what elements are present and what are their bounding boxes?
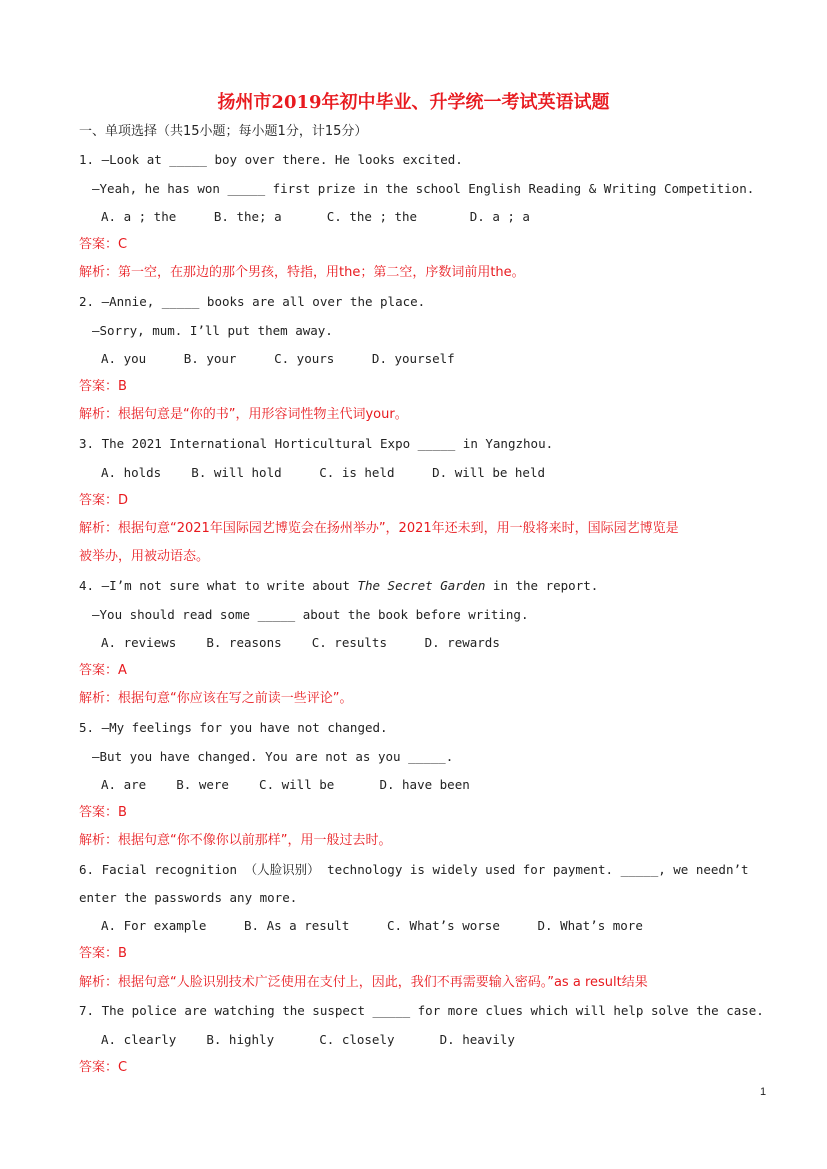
q5-answer: 答案：B xyxy=(79,805,127,820)
q5-options: A. are B. were C. will be D. have been xyxy=(101,777,470,792)
book-title: The Secret Garden xyxy=(357,578,486,593)
page-title: 扬州市2019年初中毕业、升学统一考试英语试题 xyxy=(217,92,610,113)
q5-stem: 5. —My feelings for you have not changed. xyxy=(79,720,388,735)
q2-analysis: 解析：根据句意是“你的书”，用形容词性物主代词your。 xyxy=(79,407,408,422)
q6-answer: 答案：B xyxy=(79,946,127,961)
q4-options: A. reviews B. reasons C. results D. rewards xyxy=(101,635,500,650)
page-number: 1 xyxy=(760,1086,767,1098)
q1-response: —Yeah, he has won _____ first prize in the school English Reading & Writing Competition. xyxy=(92,181,755,196)
q2-response: —Sorry, mum. I’ll put them away. xyxy=(92,323,333,338)
q4-answer: 答案：A xyxy=(79,663,127,678)
q6-stem-line1: 6. Facial recognition （人脸识别） technology is widely used for payment. _____, we needn’t xyxy=(79,862,749,877)
q3-analysis-line2: 被举办，用被动语态。 xyxy=(79,549,210,564)
q6-options: A. For example B. As a result C. What’s worse D. What’s more xyxy=(101,918,643,933)
q6-stem-line2: enter the passwords any more. xyxy=(79,890,298,905)
q7-options: A. clearly B. highly C. closely D. heavily xyxy=(101,1032,515,1047)
q2-options: A. you B. your C. yours D. yourself xyxy=(101,351,455,366)
q4-analysis: 解析：根据句意“你应该在写之前读一些评论”。 xyxy=(79,691,353,706)
q2-stem: 2. —Annie, _____ books are all over the place. xyxy=(79,294,426,309)
q7-stem: 7. The police are watching the suspect _____ for more clues which will help solve the case. xyxy=(79,1003,764,1018)
q5-analysis: 解析：根据句意“你不像你以前那样”，用一般过去时。 xyxy=(79,833,392,848)
q1-options: A. a ; the B. the; a C. the ; the D. a ; a xyxy=(101,209,530,224)
q5-response: —But you have changed. You are not as you _____. xyxy=(92,749,454,764)
q3-analysis-line1: 解析：根据句意“2021年国际园艺博览会在扬州举办”，2021年还未到，用一般将来时，国际园艺博览是 xyxy=(79,521,679,536)
q6-analysis: 解析：根据句意“人脸识别技术广泛使用在支付上，因此，我们不再需要输入密码。”as a result结果 xyxy=(79,975,648,990)
q3-options: A. holds B. will hold C. is held D. will be held xyxy=(101,465,546,480)
section-heading: 一、单项选择（共15小题；每小题1分，计15分） xyxy=(79,124,368,139)
q3-answer: 答案：D xyxy=(79,493,129,508)
q4-response: —You should read some _____ about the book before writing. xyxy=(92,607,529,622)
q2-answer: 答案：B xyxy=(79,379,127,394)
q3-stem: 3. The 2021 International Horticultural Expo _____ in Yangzhou. xyxy=(79,436,554,451)
q4-stem: 4. —I’m not sure what to write about The Secret Garden in the report. xyxy=(79,578,599,593)
q7-answer: 答案：C xyxy=(79,1060,128,1075)
q1-answer: 答案：C xyxy=(79,237,128,252)
q1-stem: 1. —Look at _____ boy over there. He looks excited. xyxy=(79,152,463,167)
q1-analysis: 解析：第一空，在那边的那个男孩，特指，用the；第二空，序数词前用the。 xyxy=(79,265,525,280)
